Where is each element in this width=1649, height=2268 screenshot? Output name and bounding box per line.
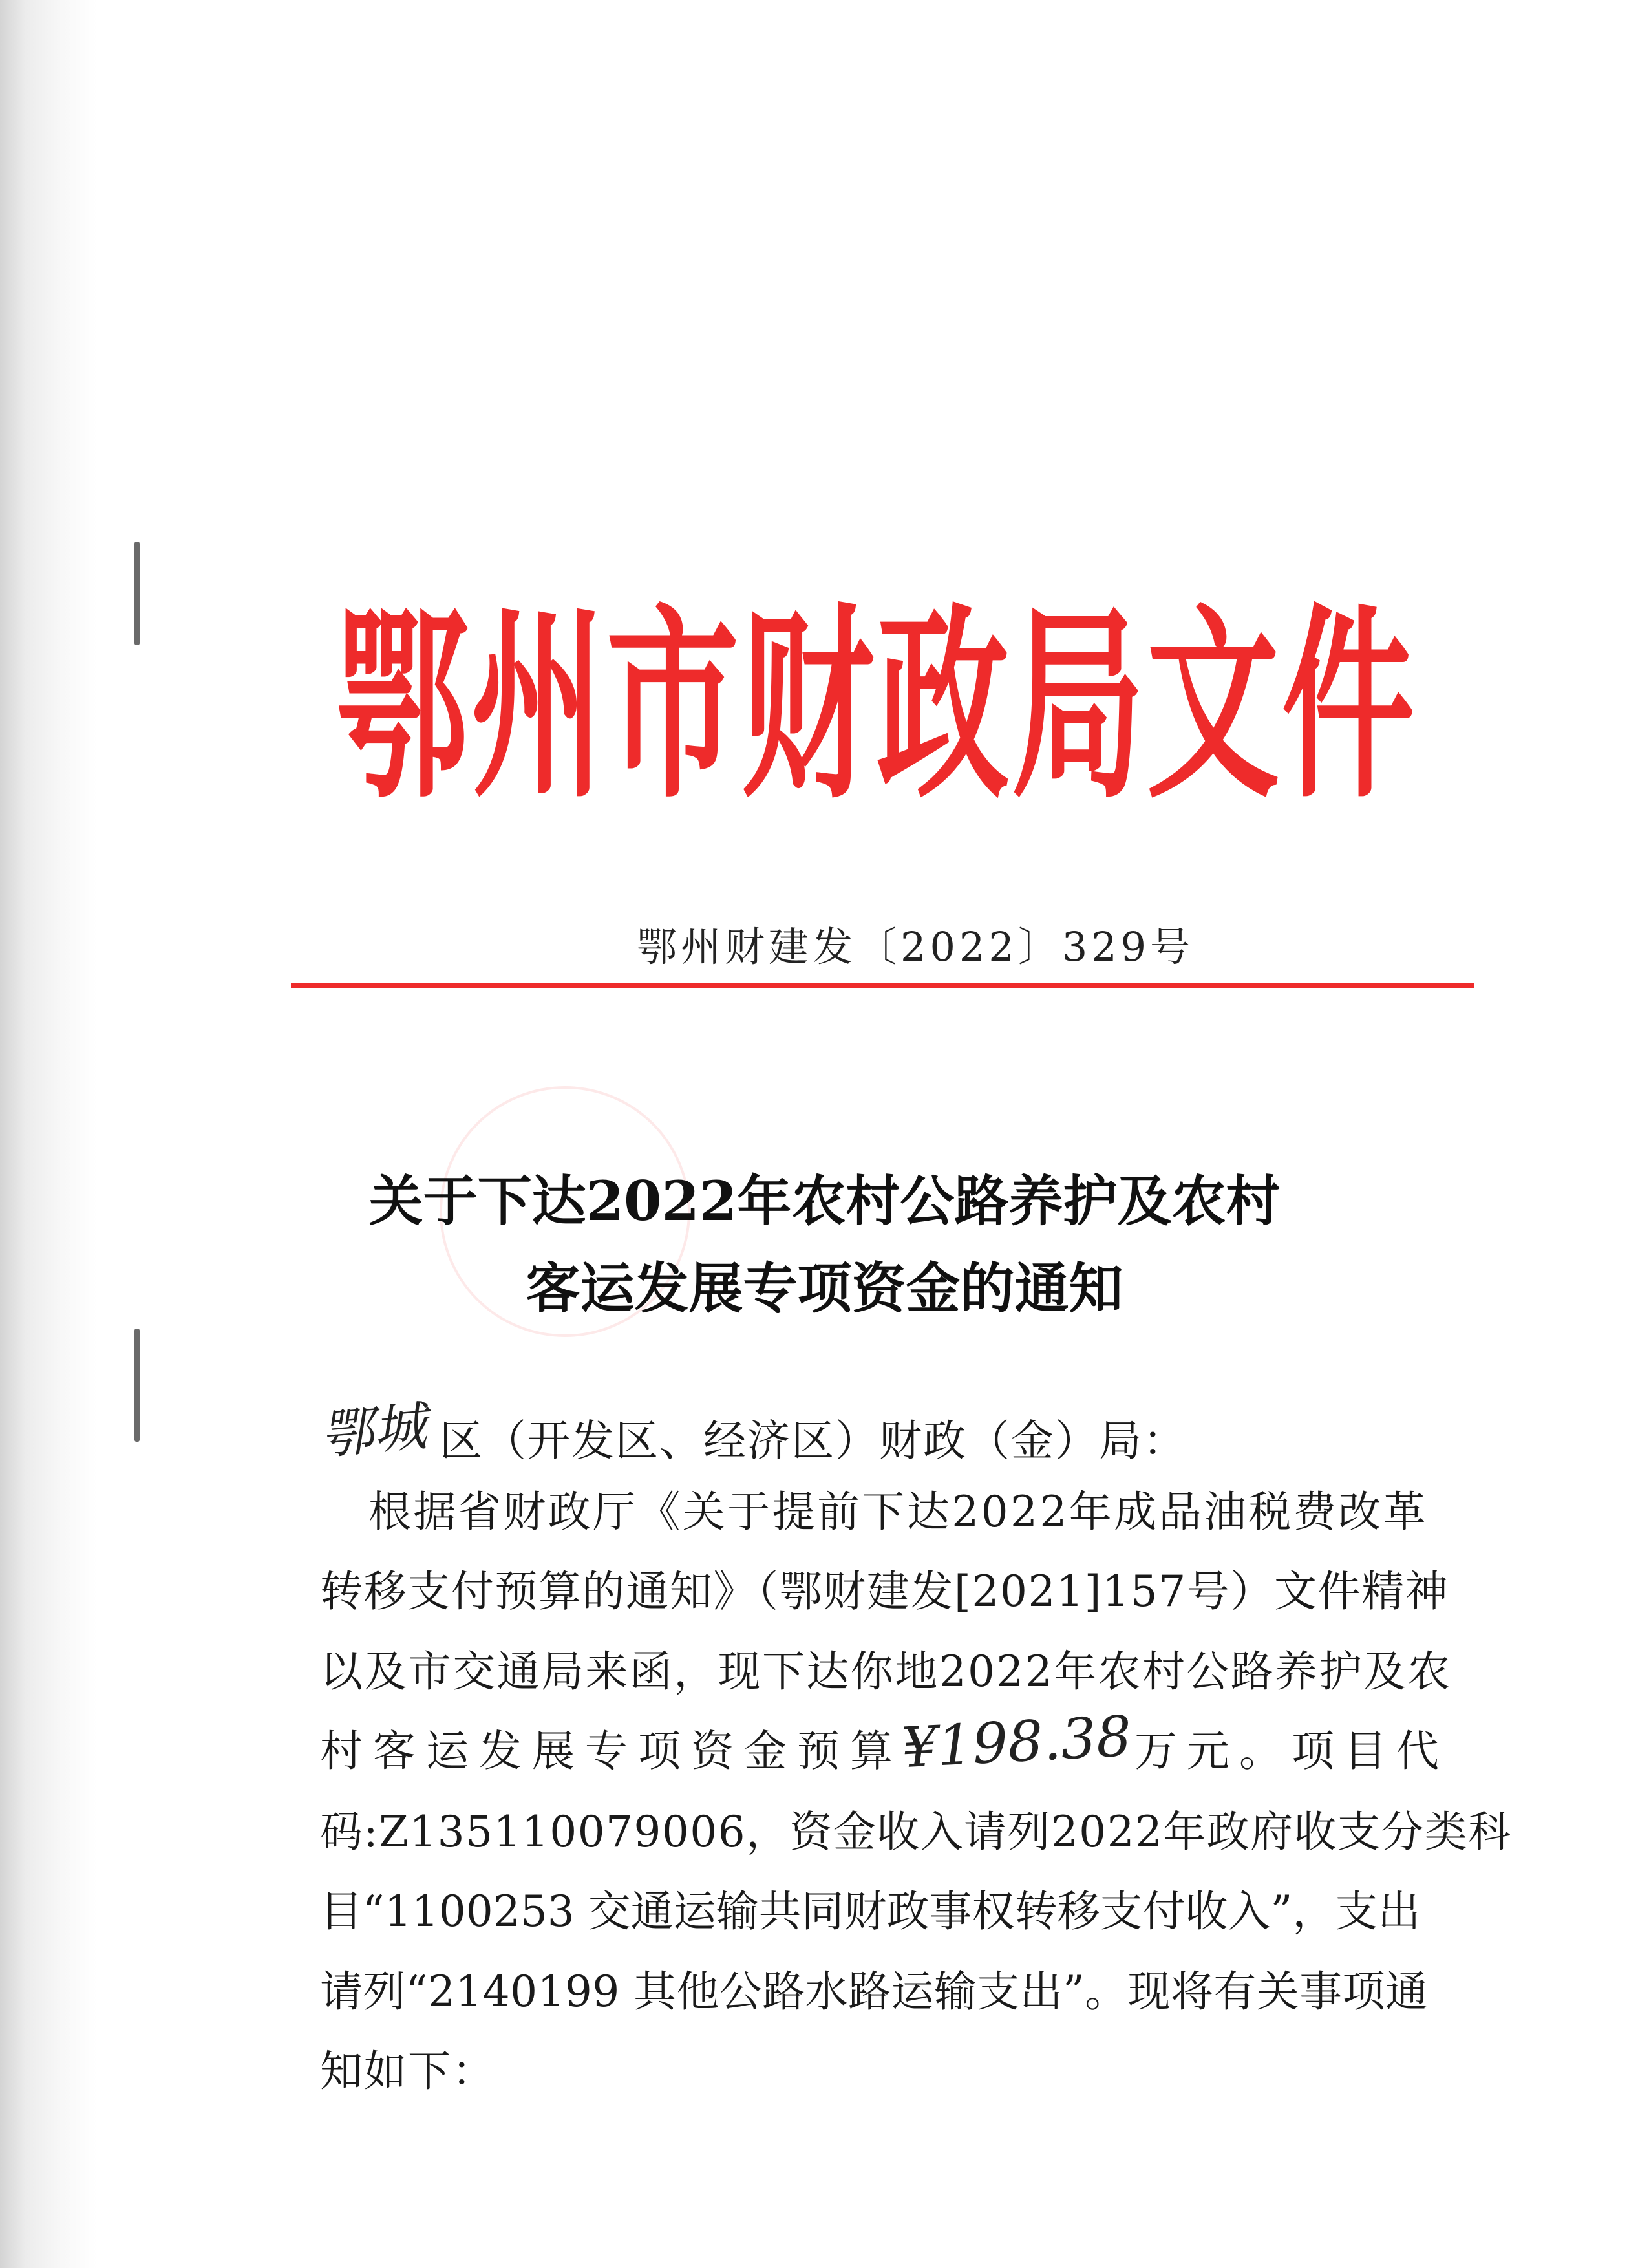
staple-bottom (134, 1329, 140, 1442)
handwritten-amount: ¥198.38 (900, 1704, 1134, 1781)
body-line-4-suffix: 万元。项目代 (1134, 1726, 1449, 1776)
body-line-5: 码:Z135110079006，资金收入请列2022年政府收支分类科 (320, 1807, 1512, 1857)
body-line-2: 转移支付预算的通知》（鄂财建发[2021]157号）文件精神 (320, 1567, 1449, 1616)
issuer-red-header: 鄂州市财政局文件 (336, 588, 1417, 826)
body-line-1: 根据省财政厅《关于提前下达2022年成品油税费改革 (368, 1487, 1428, 1537)
document-number: 鄂州财建发〔2022〕329号 (637, 923, 1195, 970)
body-line-3: 以及市交通局来函，现下达你地2022年农村公路养护及农 (320, 1647, 1452, 1696)
title-line-1: 关于下达2022年农村公路养护及农村 (368, 1169, 1281, 1233)
body-line-6: 目“1100253 交通运输共同财政事权转移支付收入”，支出 (320, 1887, 1421, 1936)
red-divider-line (291, 983, 1474, 988)
document-title (0, 1157, 1649, 1332)
body-line-8: 知如下： (320, 2046, 496, 2096)
handwritten-district-name: 鄂城 (317, 1396, 429, 1466)
title-line-2: 客运发展专项资金的通知 (526, 1256, 1123, 1320)
staple-top (134, 542, 140, 645)
body-line-7: 请列“2140199 其他公路水路运输支出”。现将有关事项通 (320, 1967, 1429, 2017)
salutation: 区（开发区、经济区）财政（金）局： (440, 1416, 1187, 1466)
scan-shadow-edge (0, 0, 97, 2268)
body-line-4-prefix: 村客运发展专项资金预算 (320, 1726, 903, 1776)
